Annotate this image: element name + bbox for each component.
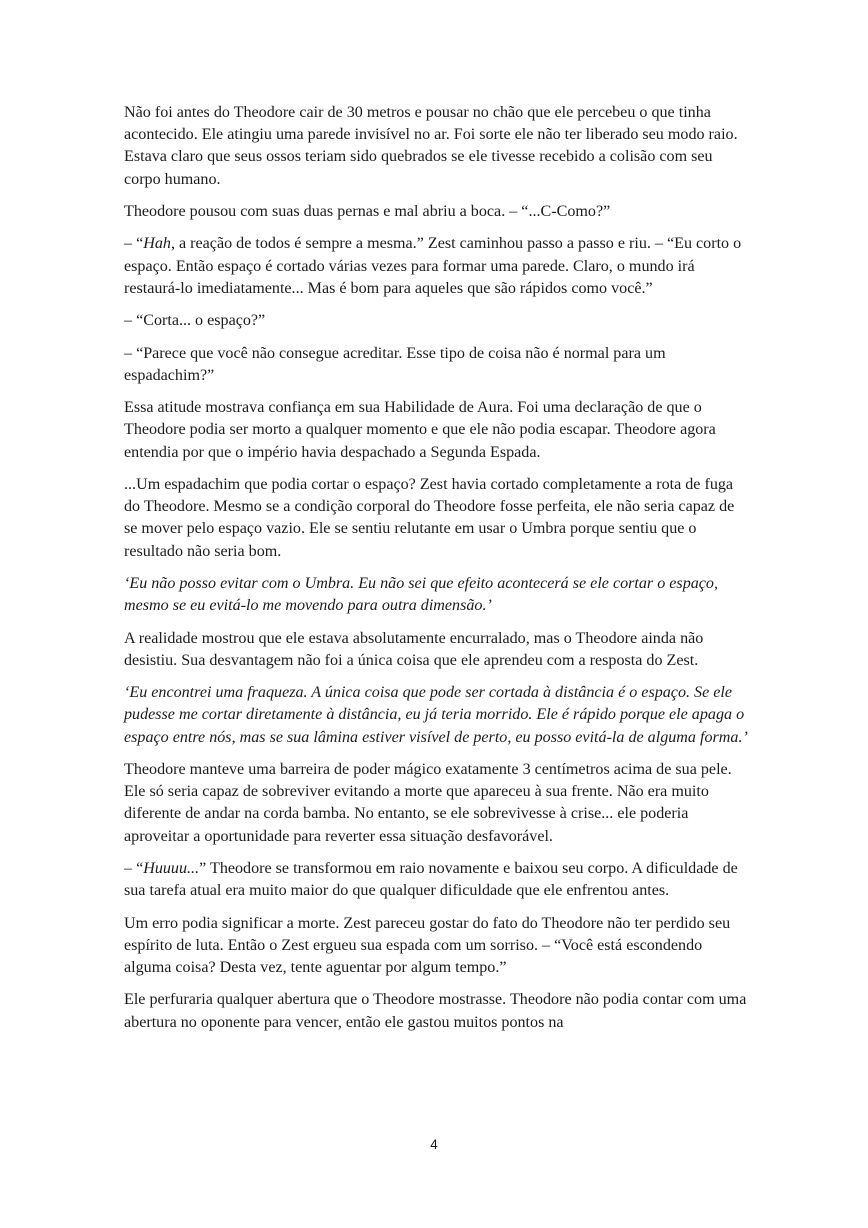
italic-text: Hah <box>143 235 171 253</box>
text-run: – “Corta... o espaço?” <box>124 312 266 330</box>
paragraph <box>124 858 748 902</box>
paragraph <box>124 989 748 1033</box>
paragraph <box>124 573 748 617</box>
text-run: ...Um espadachim que podia cortar o espaço? Zest havia cortado completamente a rota de fuga do Theodore. Mesmo se a condição corporal do Theodore fosse perfeita, ele não seria capaz de se mover pelo espaço vazio. Ele se sentiu relutante em usar o Umbra porque sentiu que o resultado não seria bom. <box>124 475 735 560</box>
text-run: ‘Eu encontrei uma fraqueza. A única coisa que pode ser cortada à distância é o espaço. Se ele pudesse me cortar diretamente à distância, eu já teria morrido. Ele é rápido porque ele apaga o espaço entre nós, mas se sua lâmina estiver visível de perto, eu posso evitá-la de alguma forma.’ <box>124 684 748 746</box>
paragraph <box>124 343 748 387</box>
paragraph <box>124 913 748 980</box>
text-run: Ele perfuraria qualquer abertura que o Theodore mostrasse. Theodore não podia contar com uma abertura no oponente para vencer, então ele gastou muitos pontos na <box>124 991 747 1031</box>
paragraph <box>124 102 748 191</box>
text-run: A realidade mostrou que ele estava absolutamente encurralado, mas o Theodore ainda não desistiu. Sua desvantagem não foi a única coisa que ele aprendeu com a resposta do Zest. <box>124 629 704 669</box>
text-run: – “ <box>124 859 144 877</box>
paragraph <box>124 233 748 300</box>
paragraph <box>124 682 748 749</box>
text-run: Não foi antes do Theodore cair de 30 metros e pousar no chão que ele percebeu o que tinha acontecido. Ele atingiu uma parede invisível no ar. Foi sorte ele não ter liberado seu modo raio. Estava claro que seus ossos teriam sido quebrados se ele tivesse recebido a colisão com seu corpo humano. <box>124 104 738 188</box>
text-run: – “Parece que você não consegue acreditar. Esse tipo de coisa não é normal para um espadachim?” <box>124 344 666 384</box>
paragraph <box>124 397 748 464</box>
italic-text: Huuuu... <box>143 859 200 877</box>
paragraph <box>124 759 748 848</box>
text-run: Theodore pousou com suas duas pernas e mal abriu a boca. – “...C-Como?” <box>124 203 611 220</box>
text-run: ” Theodore se transformou em raio novamente e baixou seu corpo. A dificuldade de sua tarefa atual era muito maior do que qualquer dificuldade que ele enfrentou antes. <box>124 859 738 900</box>
paragraph <box>124 201 748 223</box>
paragraph <box>124 310 748 332</box>
text-run: Um erro podia significar a morte. Zest pareceu gostar do fato do Theodore não ter perdido seu espírito de luta. Então o Zest ergueu sua espada com um sorriso. – “Você está escondendo alguma coisa? Desta vez, tente aguentar por algum tempo.” <box>124 914 731 976</box>
page-body <box>124 102 748 1044</box>
text-run: – “ <box>124 235 144 253</box>
text-run: ‘Eu não posso evitar com o Umbra. Eu não sei que efeito acontecerá se ele cortar o espaço, mesmo se eu evitá-lo me movendo para outra dimensão.’ <box>124 574 718 615</box>
text-run: Essa atitude mostrava confiança em sua Habilidade de Aura. Foi uma declaração de que o Theodore podia ser morto a qualquer momento e que ele não podia escapar. Theodore agora entendia por que o império havia despachado a Segunda Espada. <box>124 399 716 461</box>
text-run: , a reação de todos é sempre a mesma.” Zest caminhou passo a passo e riu. – “Eu corto o espaço. Então espaço é cortado várias vezes para formar uma parede. Claro, o mundo irá restaurá-lo imediatamente... Mas é bom para aqueles que são rápidos como você.” <box>124 235 742 297</box>
page-number: 4 <box>430 1137 438 1152</box>
paragraph <box>124 628 748 672</box>
paragraph <box>124 474 748 563</box>
text-run: Theodore manteve uma barreira de poder mágico exatamente 3 centímetros acima de sua pele. Ele só seria capaz de sobreviver evitando a morte que apareceu à sua frente. Não era muito diferente de andar na corda bamba. No entanto, se ele sobrevivesse à crise... ele poderia aproveitar a oportunidade para reverter essa situação desfavorável. <box>124 760 732 845</box>
